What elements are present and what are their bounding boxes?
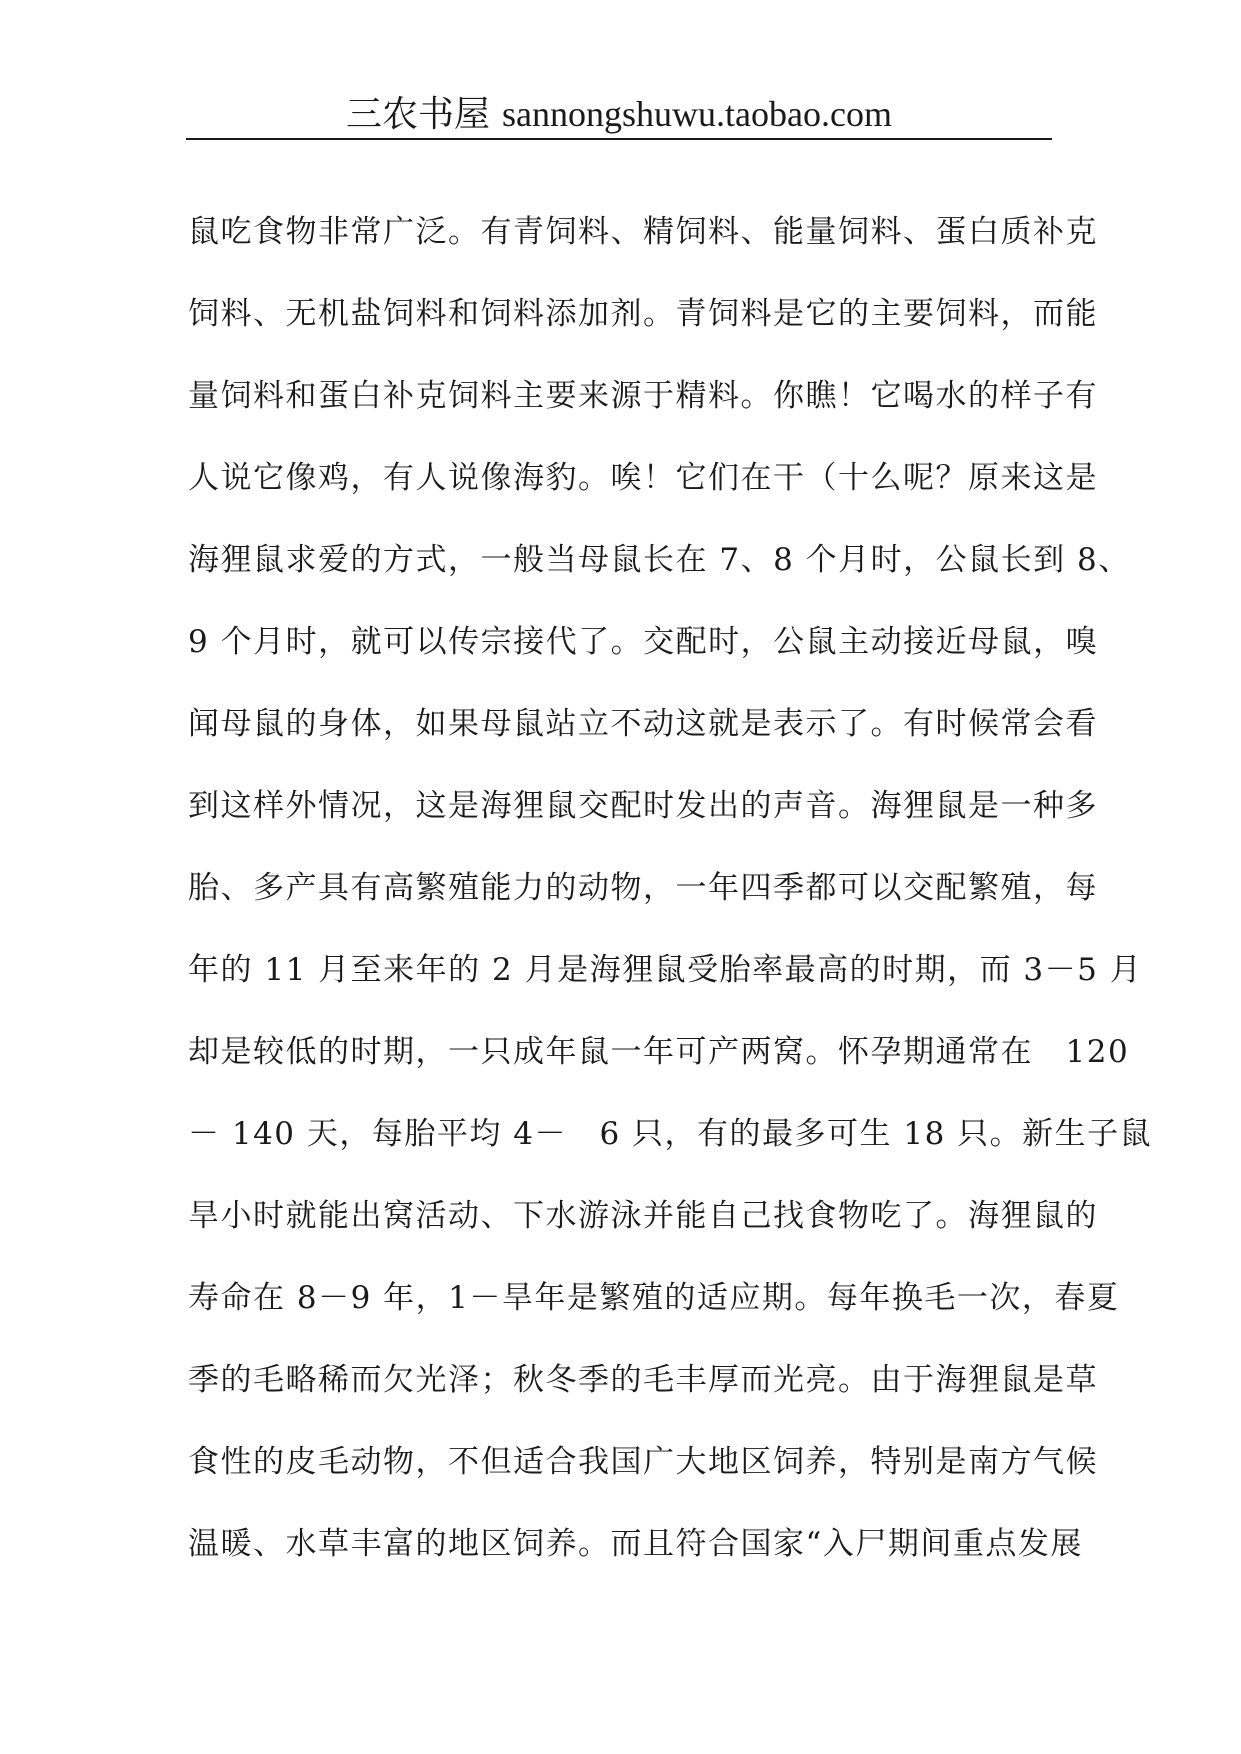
text-line: 食性的皮毛动物，不但适合我国广大地区饲养，特别是南方气候 (188, 1444, 1098, 1480)
text-line: 旱小时就能出窝活动、下水游泳并能自己找食物吃了。海狸鼠的 (188, 1198, 1098, 1234)
text-line: 9 个月时，就可以传宗接代了。交配时，公鼠主动接近母鼠，嗅 (188, 624, 1099, 660)
text-line: 饲料、无机盐饲料和饲料添加剂。青饲料是它的主要饲料，而能 (188, 296, 1098, 332)
text-line: 年的 11 月至来年的 2 月是海狸鼠受胎率最高的时期，而 3－5 月 (188, 952, 1143, 988)
text-line: 到这样外情况，这是海狸鼠交配时发出的声音。海狸鼠是一种多 (188, 788, 1098, 824)
text-line: 人说它像鸡，有人说像海豹。唉！它们在干（十么呢？原来这是 (188, 460, 1098, 496)
text-line: 量饲料和蛋白补克饲料主要来源于精料。你瞧！它喝水的样子有 (188, 378, 1098, 414)
text-line: 却是较低的时期，一只成年鼠一年可产两窝。怀孕期通常在 120 (188, 1034, 1130, 1070)
text-line: 鼠吃食物非常广泛。有青饲料、精饲料、能量饲料、蛋白质补克 (188, 214, 1098, 250)
header-site-url: sannongshuwu.taobao.com (502, 94, 892, 134)
page-header (186, 88, 1052, 140)
text-line: 季的毛略稀而欠光泽；秋冬季的毛丰厚而光亮。由于海狸鼠是草 (188, 1362, 1098, 1398)
text-line: 胎、多产具有高繁殖能力的动物，一年四季都可以交配繁殖，每 (188, 870, 1098, 906)
text-line: － 140 天，每胎平均 4－ 6 只，有的最多可生 18 只。新生子鼠 (188, 1116, 1153, 1152)
header-divider (186, 138, 1052, 140)
text-line: 海狸鼠求爱的方式，一般当母鼠长在 7、8 个月时，公鼠长到 8、 (188, 542, 1131, 578)
text-line: 闻母鼠的身体，如果母鼠站立不动这就是表示了。有时候常会看 (188, 706, 1098, 742)
header-site-name: 三农书屋 (346, 94, 491, 135)
text-line: 寿命在 8－9 年，1－旱年是繁殖的适应期。每年换毛一次，春夏 (188, 1280, 1120, 1316)
body-text (188, 191, 1153, 1585)
text-line: 温暖、水草丰富的地区饲养。而且符合国家“入尸期间重点发展 (188, 1526, 1083, 1562)
